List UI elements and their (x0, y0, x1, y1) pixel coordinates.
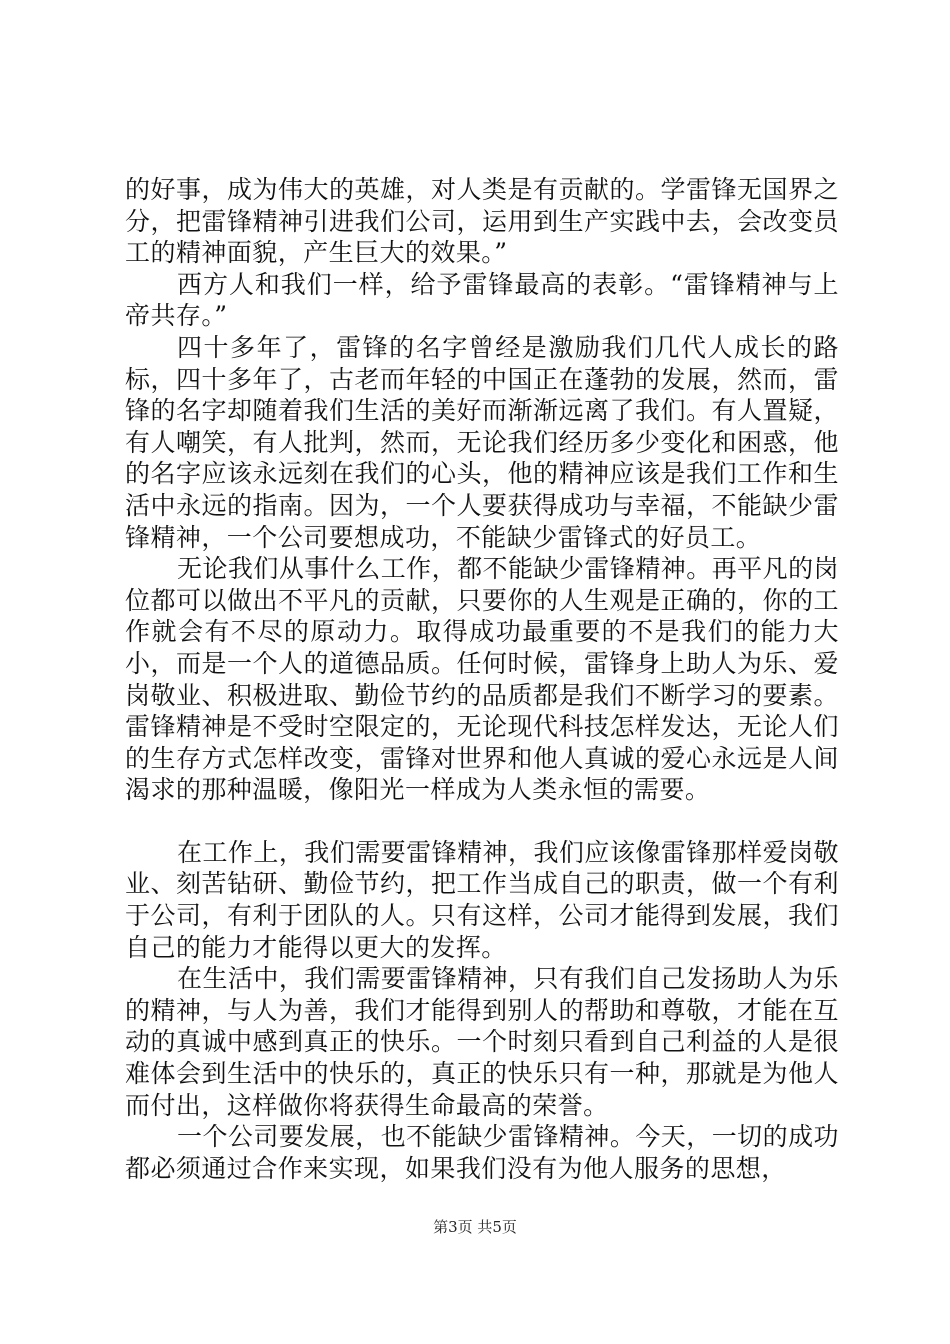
paragraph: 在工作上，我们需要雷锋精神，我们应该像雷锋那样爱岗敬业、刻苦钻研、勤俭节约，把工作当成自己的职责，做一个有利于公司，有利于团队的人。只有这样，公司才能得到发展，我们自己的能力才能得以更大的发挥。 (125, 837, 839, 962)
paragraph: 无论我们从事什么工作，都不能缺少雷锋精神。再平凡的岗位都可以做出不平凡的贡献，只要你的人生观是正确的，你的工作就会有不尽的原动力。取得成功最重要的不是我们的能力大小，而是一个人的道德品质。任何时候，雷锋身上助人为乐、爱岗敬业、积极进取、勤俭节约的品质都是我们不断学习的要素。雷锋精神是不受时空限定的，无论现代科技怎样发达，无论人们的生存方式怎样改变，雷锋对世界和他人真诚的爱心永远是人间渴求的那种温暖，像阳光一样成为人类永恒的需要。 (125, 554, 839, 805)
paragraph: 四十多年了，雷锋的名字曾经是激励我们几代人成长的路标，四十多年了，古老而年轻的中国正在蓬勃的发展，然而，雷锋的名字却随着我们生活的美好而渐渐远离了我们。有人置疑，有人嘲笑，有人批判，然而，无论我们经历多少变化和困惑，他的名字应该永远刻在我们的心头，他的精神应该是我们工作和生活中永远的指南。因为，一个人要获得成功与幸福，不能缺少雷锋精神，一个公司要想成功，不能缺少雷锋式的好员工。 (125, 332, 839, 552)
page-number-footer: 第3页 共5页 (433, 1218, 517, 1236)
paragraph-continuation: 的好事，成为伟大的英雄，对人类是有贡献的。学雷锋无国界之分，把雷锋精神引进我们公司，运用到生产实践中去，会改变员工的精神面貌，产生巨大的效果。” (125, 175, 839, 268)
paragraph: 西方人和我们一样，给予雷锋最高的表彰。“雷锋精神与上帝共存。” (125, 269, 839, 331)
document-body (125, 174, 839, 1184)
paragraph: 一个公司要发展，也不能缺少雷锋精神。今天，一切的成功都必须通过合作来实现，如果我们没有为他人服务的思想， (125, 1122, 839, 1183)
paragraph: 在生活中，我们需要雷锋精神，只有我们自己发扬助人为乐的精神，与人为善，我们才能得到别人的帮助和尊敬，才能在互动的真诚中感到真正的快乐。一个时刻只看到自己利益的人是很难体会到生活中的快乐的，真正的快乐只有一种，那就是为他人而付出，这样做你将获得生命最高的荣誉。 (125, 964, 839, 1120)
